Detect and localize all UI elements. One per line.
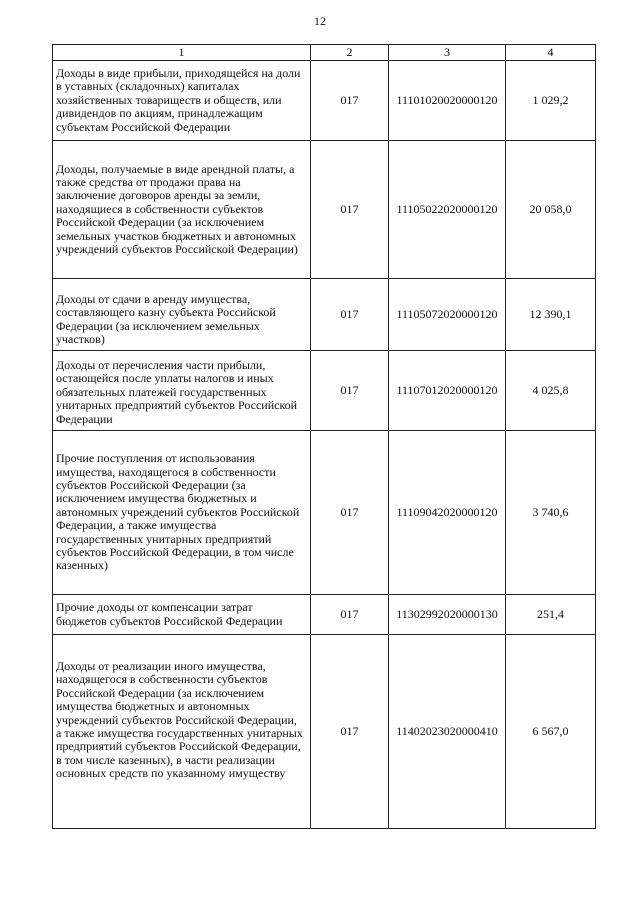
row-description (53, 351, 311, 431)
description-line: Российской Федерации (за исключением (56, 215, 265, 230)
admin-code: 017 (311, 141, 389, 279)
admin-code: 017 (311, 431, 389, 595)
budget-classification-code: 11402023020000410 (389, 635, 506, 829)
description-line: заключение договоров аренды за земли, (56, 188, 261, 203)
amount-value: 20 058,0 (506, 141, 596, 279)
budget-classification-code: 11101020020000120 (389, 61, 506, 141)
description-line: Доходы от перечисления части прибыли, (56, 358, 266, 372)
description-line: земельных участков бюджетных и автономных (56, 228, 296, 243)
admin-code: 017 (311, 595, 389, 635)
description-line: Федерации, а также имущества (56, 518, 217, 533)
table-row (53, 635, 596, 829)
description-line: имущества, находящегося в собственности (56, 464, 276, 479)
description-line: основных средств по указанному имуществу (56, 766, 286, 781)
amount-value: 1 029,2 (506, 61, 596, 141)
description-line: субъектов Российской Федерации (за (56, 477, 246, 492)
description-line: Прочие поступления от использования (56, 451, 255, 466)
description-line: Федерации (за исключением земельных (56, 318, 260, 333)
table-row (53, 141, 596, 279)
table-header-row (53, 45, 596, 61)
table-row (53, 279, 596, 351)
admin-code: 017 (311, 351, 389, 431)
description-line: бюджетов субъектов Российской Федерации (56, 613, 283, 628)
amount-value: 3 740,6 (506, 431, 596, 595)
description-line: субъектов Российской Федерации, в том числе (56, 545, 294, 560)
description-line: находящиеся в собственности субъектов (56, 201, 264, 216)
row-description (53, 141, 311, 279)
description-line: учреждений субъектов Российской Федерации) (56, 242, 298, 257)
description-line: хозяйственных товариществ и обществ, или (56, 92, 282, 107)
admin-code: 017 (311, 279, 389, 351)
budget-classification-code: 11105022020000120 (389, 141, 506, 279)
budget-classification-code: 11105072020000120 (389, 279, 506, 351)
description-line: Доходы от реализации иного имущества, (56, 659, 266, 673)
row-description (53, 595, 311, 635)
description-line: обязательных платежей государственных (56, 384, 267, 399)
description-line: в уставных (складочных) капиталах (56, 79, 240, 94)
description-line: в том числе казенных), в части реализации (56, 752, 275, 767)
budget-classification-code: 11302992020000130 (389, 595, 506, 635)
description-line: дивидендов по акциям, принадлежащим (56, 106, 263, 121)
description-line: также средства от продажи права на (56, 174, 241, 189)
description-line: имущества бюджетных и автономных (56, 699, 250, 714)
description-line: Доходы в виде прибыли, приходящейся на доли (56, 65, 301, 80)
description-line: исключением имущества бюджетных и (56, 491, 257, 506)
admin-code: 017 (311, 61, 389, 141)
description-line: Доходы, получаемые в виде арендной платы, а (56, 161, 295, 176)
amount-value: 6 567,0 (506, 635, 596, 829)
description-line: государственных унитарных предприятий (56, 531, 272, 546)
page-number: 12 (314, 14, 326, 28)
table-row (53, 595, 596, 635)
row-description (53, 279, 311, 351)
description-line: унитарных предприятий субъектов Российской (56, 398, 298, 413)
amount-value: 251,4 (506, 595, 596, 635)
budget-classification-code: 11107012020000120 (389, 351, 506, 431)
table-row (53, 431, 596, 595)
description-line: Федерации (56, 411, 113, 426)
description-line: субъектам Российской Федерации (56, 119, 231, 134)
table-row (53, 351, 596, 431)
description-line: учреждений субъектов Российской Федерации, (56, 712, 297, 727)
row-description (53, 431, 311, 595)
column-header: 3 (389, 45, 506, 61)
description-line: казенных) (56, 558, 108, 573)
description-line: участков) (56, 332, 105, 347)
column-header: 4 (506, 45, 596, 61)
row-description (53, 635, 311, 829)
column-header: 2 (311, 45, 389, 61)
description-line: составляющего казну субъекта Российской (56, 305, 276, 320)
amount-value: 4 025,8 (506, 351, 596, 431)
description-line: Прочие доходы от компенсации затрат (56, 600, 253, 615)
description-line: находящегося в собственности субъектов (56, 672, 268, 687)
table-row (53, 61, 596, 141)
description-line: предприятий субъектов Российской Федерации, (56, 739, 301, 754)
description-line: автономных учреждений субъектов Российской (56, 504, 300, 519)
revenue-table (52, 44, 596, 829)
column-header: 1 (53, 45, 311, 61)
description-line: а также имущества государственных унитарных (56, 726, 303, 741)
budget-classification-code: 11109042020000120 (389, 431, 506, 595)
amount-value: 12 390,1 (506, 279, 596, 351)
description-line: остающейся после уплаты налогов и иных (56, 371, 274, 386)
row-description (53, 61, 311, 141)
description-line: Российской Федерации (за исключением (56, 685, 265, 700)
description-line: Доходы от сдачи в аренду имущества, (56, 292, 251, 306)
admin-code: 017 (311, 635, 389, 829)
